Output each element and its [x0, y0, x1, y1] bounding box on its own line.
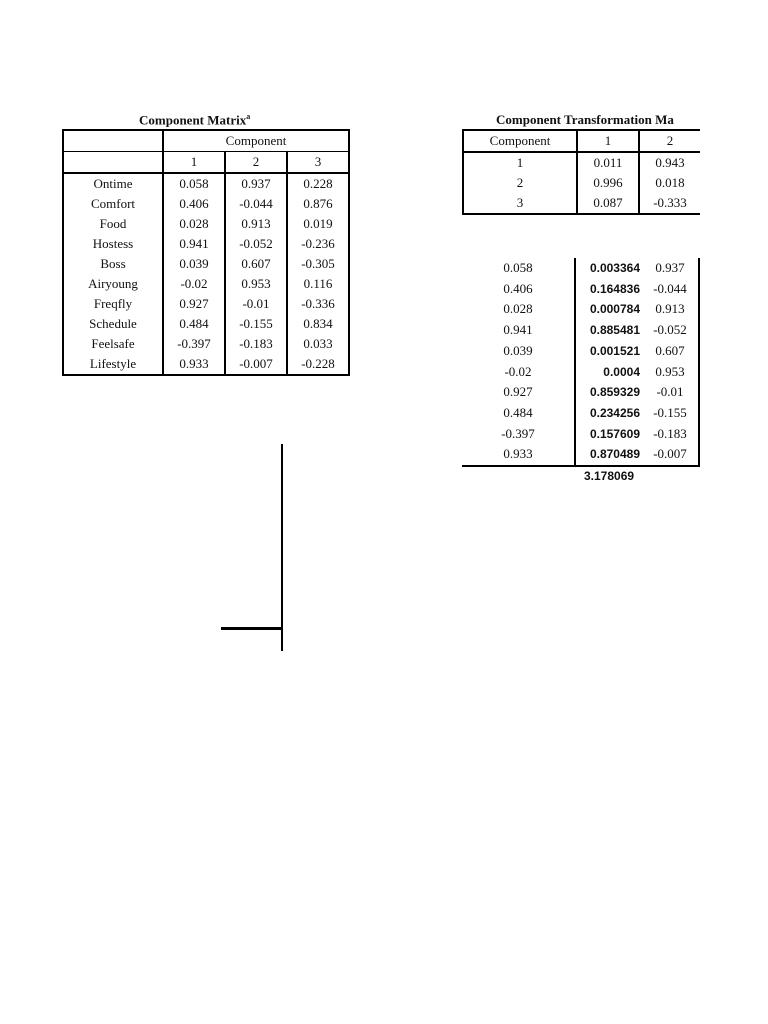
table-row	[462, 403, 699, 424]
table-cell: 0.234256	[575, 403, 642, 424]
table-row	[462, 362, 699, 383]
calc-sum: 3.178069	[584, 469, 635, 483]
table-cell: 0.933	[462, 444, 575, 466]
table-cell: 0.953	[642, 362, 699, 383]
table-cell: -0.02	[163, 274, 225, 294]
table-cell: -0.333	[653, 195, 687, 210]
table-cell: 0.484	[163, 314, 225, 334]
table-cell: 0.607	[225, 254, 287, 274]
column-header: 2	[225, 152, 287, 174]
table-cell: -0.397	[163, 334, 225, 354]
component-matrix-table	[62, 129, 350, 376]
table-cell: -0.01	[225, 294, 287, 314]
row-label: Comfort	[63, 194, 163, 214]
table-cell: 0.039	[163, 254, 225, 274]
calc-block-body	[462, 258, 699, 466]
table-cell: 0.870489	[575, 444, 642, 466]
table-cell: 0.834	[303, 316, 333, 331]
table-row	[462, 382, 699, 403]
row-label: Ontime	[63, 173, 163, 194]
table-cell: 0.028	[503, 301, 533, 317]
vertical-line	[281, 444, 283, 651]
column-header: 2	[639, 130, 700, 152]
table-cell: -0.155	[225, 314, 287, 334]
table-row	[63, 254, 349, 274]
table-row	[462, 424, 699, 445]
row-label: Food	[63, 214, 163, 234]
table-cell: -0.336	[301, 296, 335, 311]
table-cell: 0.941	[503, 322, 533, 338]
table-row	[463, 173, 700, 193]
transformation-header-label: Component	[463, 130, 577, 152]
table-cell: -0.01	[642, 382, 699, 403]
table-cell: 0.406	[163, 194, 225, 214]
table-cell: 0.039	[503, 342, 533, 358]
row-label: 1	[463, 152, 577, 173]
table-cell: -0.007	[642, 444, 699, 466]
table-cell: 0.927	[163, 294, 225, 314]
table-cell: 0.000784	[575, 299, 642, 320]
component-matrix-corner	[63, 130, 163, 152]
row-label: Hostess	[63, 234, 163, 254]
table-row	[462, 299, 699, 320]
row-label: Feelsafe	[63, 334, 163, 354]
table-cell: -0.007	[225, 354, 287, 375]
row-label: 3	[463, 193, 577, 214]
table-cell: 0.885481	[575, 320, 642, 341]
table-cell: 0.001521	[575, 341, 642, 362]
component-matrix-title-footnote: a	[246, 112, 251, 121]
table-cell: 0.859329	[575, 382, 642, 403]
component-matrix-corner-2	[63, 152, 163, 174]
table-cell: -0.183	[225, 334, 287, 354]
table-cell: 0.943	[655, 155, 685, 170]
table-cell: 0.937	[225, 173, 287, 194]
table-cell: 0.019	[303, 216, 333, 231]
table-cell: 0.058	[163, 173, 225, 194]
table-cell: 0.941	[163, 234, 225, 254]
column-header: 1	[163, 152, 225, 174]
table-row	[63, 194, 349, 214]
transformation-matrix-table	[462, 129, 700, 215]
table-row	[63, 294, 349, 314]
component-matrix-header: Component	[163, 130, 349, 152]
table-cell: -0.02	[504, 363, 532, 379]
table-cell: 0.937	[642, 258, 699, 279]
table-row	[63, 234, 349, 254]
table-cell: 0.058	[503, 260, 533, 275]
table-cell: 0.164836	[575, 279, 642, 300]
transformation-matrix-title: Component Transformation Ma	[496, 112, 674, 127]
table-cell: 0.228	[303, 176, 333, 191]
table-cell: 0.913	[225, 214, 287, 234]
table-cell: 0.927	[503, 384, 533, 400]
column-header: 1	[577, 130, 639, 152]
table-cell: -0.228	[301, 356, 335, 371]
table-cell: 0.028	[163, 214, 225, 234]
table-row	[463, 193, 700, 214]
table-row	[63, 214, 349, 234]
row-label: Airyoung	[63, 274, 163, 294]
column-header: 3	[287, 152, 349, 174]
table-cell: 0.018	[655, 175, 685, 190]
table-cell: -0.397	[501, 425, 535, 441]
table-cell: -0.044	[642, 279, 699, 300]
table-cell: 0.087	[577, 193, 639, 214]
table-row	[63, 354, 349, 375]
table-cell: 0.953	[225, 274, 287, 294]
table-cell: 0.933	[163, 354, 225, 375]
table-cell: -0.052	[642, 320, 699, 341]
row-label: Lifestyle	[63, 354, 163, 375]
table-row	[463, 152, 700, 173]
table-cell: 0.033	[303, 336, 333, 351]
table-row	[462, 320, 699, 341]
table-cell: 0.876	[303, 196, 333, 211]
component-matrix-title-text: Component Matrix	[139, 112, 247, 128]
row-label: Schedule	[63, 314, 163, 334]
row-label: Freqfly	[63, 294, 163, 314]
component-matrix-body	[63, 173, 349, 375]
table-cell: 0.484	[503, 404, 533, 420]
table-row	[63, 274, 349, 294]
table-row	[462, 279, 699, 300]
table-cell: 0.116	[303, 276, 333, 291]
table-cell: -0.305	[301, 256, 335, 271]
table-cell: 0.913	[642, 299, 699, 320]
table-cell: 0.996	[577, 173, 639, 193]
table-cell: -0.236	[301, 236, 335, 251]
table-row	[63, 173, 349, 194]
table-cell: 0.0004	[575, 362, 642, 383]
row-label: 2	[463, 173, 577, 193]
table-cell: -0.044	[225, 194, 287, 214]
table-row	[63, 314, 349, 334]
calc-block-table	[462, 258, 700, 467]
row-label: Boss	[63, 254, 163, 274]
table-cell: 0.003364	[575, 258, 642, 279]
table-cell: -0.155	[642, 403, 699, 424]
table-cell: -0.052	[225, 234, 287, 254]
transformation-matrix-body	[463, 152, 700, 214]
component-matrix-title	[139, 112, 250, 128]
table-row	[462, 341, 699, 362]
table-row	[462, 258, 699, 279]
horizontal-line	[221, 627, 282, 630]
table-cell: 0.607	[642, 341, 699, 362]
table-row	[462, 444, 699, 466]
table-cell: 0.157609	[575, 424, 642, 445]
table-row	[63, 334, 349, 354]
table-cell: -0.183	[642, 424, 699, 445]
table-cell: 0.011	[577, 152, 639, 173]
table-cell: 0.406	[503, 280, 533, 296]
